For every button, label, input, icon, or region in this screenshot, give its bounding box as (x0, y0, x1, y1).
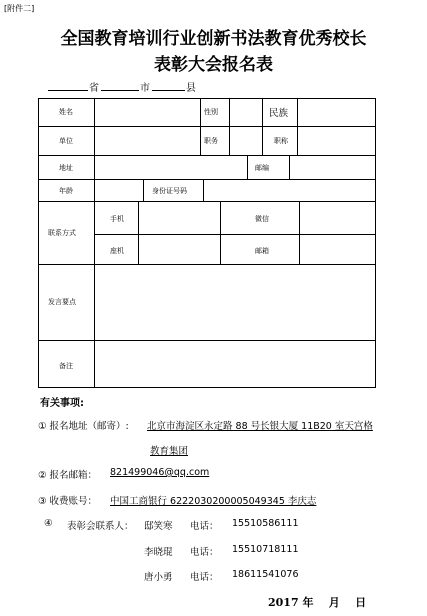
note-address-value: 北京市海淀区永定路 88 号长银大厦 11B20 室天宫格 (147, 421, 373, 432)
contact-phone: 15510718111 (232, 544, 299, 555)
name-label: 姓名 (59, 108, 73, 116)
attachment-tag: [附件二] (4, 4, 35, 13)
unit-label: 单位 (59, 137, 73, 145)
note-account-value: 中国工商银行 6222030200005049345 李庆志 (110, 496, 317, 507)
notes-heading: 有关事项: (40, 398, 84, 409)
province-label: 省 (89, 83, 99, 94)
speech-points-label: 发言要点 (48, 298, 76, 306)
contact-name: 李晓琨 (144, 547, 173, 558)
note-account-label: ③ 收费账号： (38, 496, 98, 507)
job-title-label: 职称 (274, 137, 288, 145)
ethnicity-label: 民族 (269, 108, 289, 119)
postcode-label: 邮编 (255, 164, 269, 172)
note-email-value[interactable]: 821499046@qq.com (110, 467, 210, 478)
contact-label: 联系方式 (48, 229, 76, 237)
landline-label: 座机 (110, 247, 124, 255)
address-label: 地址 (59, 164, 73, 172)
note-address-label: ① 报名地址（邮寄）: (38, 421, 129, 432)
contact-phone-label: 电话： (190, 572, 219, 583)
gender-label: 性别 (204, 108, 218, 116)
position-label: 职务 (204, 137, 218, 145)
id-number-label: 身份证号码 (152, 187, 187, 195)
page-title: 全国教育培训行业创新书法教育优秀校长 (60, 29, 367, 49)
city-label: 市 (140, 83, 150, 94)
email-label: 邮箱 (255, 247, 269, 255)
contact-phone: 15510586111 (232, 518, 299, 529)
contact-name: 邸笑寒 (144, 521, 173, 532)
page-subtitle: 表彰大会报名表 (154, 55, 273, 75)
contact-phone-label: 电话： (190, 521, 219, 532)
wechat-label: 微信 (255, 215, 269, 223)
county-label: 县 (186, 83, 196, 94)
note-contact-label: 表彰会联系人： (67, 521, 134, 532)
note-contact-number: ④ (44, 518, 53, 529)
mobile-label: 手机 (110, 215, 124, 223)
contact-phone-label: 电话： (190, 547, 219, 558)
remarks-label: 备注 (59, 362, 73, 370)
note-address-value-cont: 教育集团 (150, 446, 189, 457)
note-email-label: ② 报名邮箱： (38, 470, 98, 481)
contact-phone: 18611541076 (232, 569, 299, 580)
contact-name: 唐小勇 (144, 572, 173, 583)
date-line: 2017 年 月 日 (268, 596, 367, 609)
age-label: 年龄 (59, 187, 73, 195)
